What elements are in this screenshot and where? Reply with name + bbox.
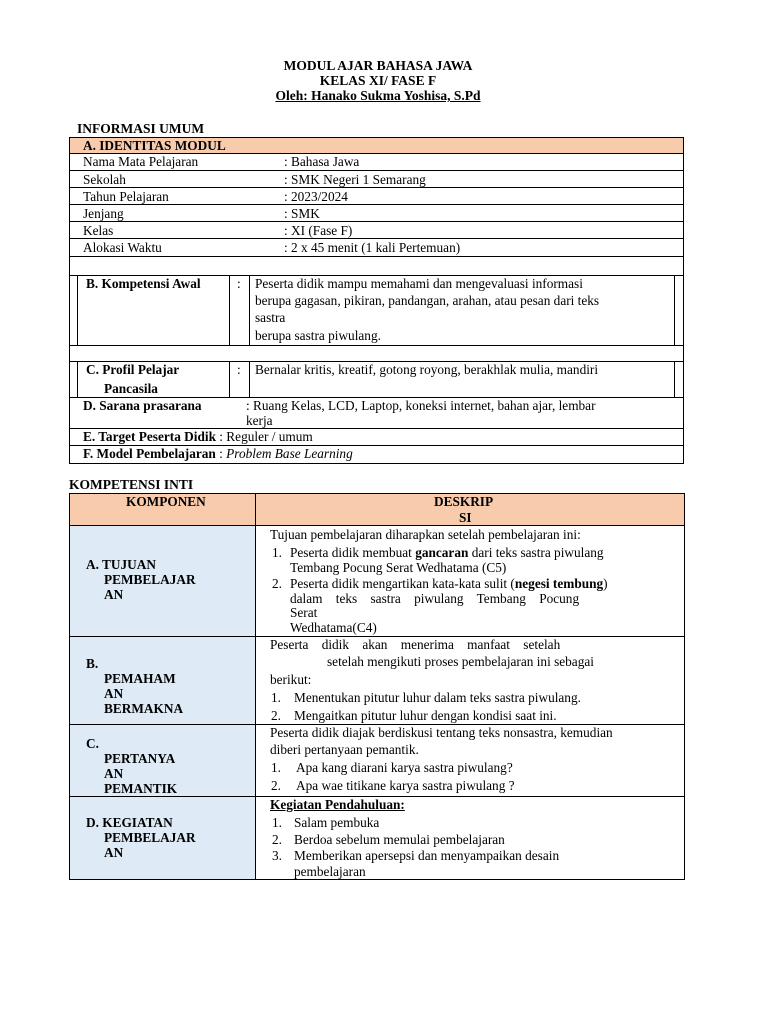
list-num: 1.: [271, 690, 281, 705]
pemahaman-item-1: Menentukan pitutur luhur dalam teks sastra piwulang.: [294, 690, 581, 705]
row-label: Sekolah: [83, 172, 126, 187]
tujuan-label-2: PEMBELAJAR: [104, 572, 196, 587]
doc-class: KELAS XI/ FASE F: [319, 73, 437, 88]
divider: [249, 361, 250, 398]
sarana-value: : Ruang Kelas, LCD, Laptop, koneksi internet, bahan ajar, lembar: [246, 398, 596, 413]
tujuan-intro: Tujuan pembelajaran diharapkan setelah pembelajaran ini:: [270, 527, 581, 542]
row-value: : SMK Negeri 1 Semarang: [284, 172, 426, 187]
divider: [683, 346, 684, 362]
list-num: 1.: [272, 545, 282, 560]
row-value: : XI (Fase F): [284, 223, 353, 238]
tujuan-item-2d: Wedhatama(C4): [290, 620, 377, 635]
text-bold: negesi tembung: [514, 576, 604, 591]
tujuan-item-2c: Serat: [290, 605, 318, 620]
target-label: E. Target Peserta Didik: [83, 429, 216, 444]
section-kompetensi-inti: KOMPETENSI INTI: [69, 477, 194, 492]
col-komponen: KOMPONEN: [126, 494, 206, 509]
colon: :: [237, 276, 241, 291]
text: Peserta didik membuat: [290, 545, 416, 560]
kegiatan-label: D. KEGIATAN: [86, 815, 173, 830]
list-num: 2.: [271, 778, 281, 793]
pertanyaan-label-3: AN: [104, 766, 124, 781]
target-row: [83, 428, 313, 445]
kompetensi-awal-label: B. Kompetensi Awal: [86, 276, 201, 291]
divider: [229, 361, 230, 398]
profil-label-2: Pancasila: [104, 381, 158, 396]
tujuan-label-3: AN: [104, 587, 124, 602]
profil-label: C. Profil Pelajar: [86, 362, 180, 377]
pertanyaan-item-2: Apa wae titikane karya sastra piwulang ?: [296, 778, 515, 793]
row-value: : Bahasa Jawa: [284, 154, 360, 169]
kegiatan-item-3: Memberikan apersepsi dan menyampaikan desain: [294, 848, 560, 863]
text: Peserta didik mengartikan kata-kata sulit (: [290, 576, 515, 591]
pertanyaan-label-2: PERTANYA: [104, 751, 176, 766]
row-label: Alokasi Waktu: [83, 240, 162, 255]
author-text: Oleh: Hanako Sukma Yoshisa, S.Pd: [275, 88, 481, 103]
row-label: Tahun Pelajaran: [83, 189, 169, 204]
row-label: Jenjang: [83, 206, 124, 221]
pemahaman-label: B.: [86, 656, 99, 671]
text-bold: gancaran: [415, 545, 469, 560]
list-num: 2.: [272, 832, 282, 847]
kompetensi-awal-line: berupa gagasan, pikiran, pandangan, arahan, atau pesan dari teks: [255, 293, 600, 308]
list-num: 3.: [272, 848, 282, 863]
kegiatan-label-2: PEMBELAJAR: [104, 830, 196, 845]
profil-value: Bernalar kritis, kreatif, gotong royong, berakhlak mulia, mandiri: [255, 362, 599, 377]
divider: [229, 275, 230, 346]
pemahaman-item-2: Mengaitkan pitutur luhur dengan kondisi saat ini.: [294, 708, 557, 723]
pertanyaan-label: C.: [86, 736, 99, 751]
kegiatan-item-2: Berdoa sebelum memulai pembelajaran: [294, 832, 505, 847]
pemahaman-line: berikut:: [270, 672, 312, 687]
divider: [69, 256, 684, 257]
sarana-label: D. Sarana prasarana: [83, 398, 202, 413]
list-num: 1.: [271, 760, 281, 775]
divider: [249, 275, 250, 346]
target-value: : Reguler / umum: [215, 429, 313, 444]
identitas-header: A. IDENTITAS MODUL: [83, 138, 226, 153]
model-sep: :: [215, 446, 227, 461]
kompetensi-awal-line: berupa sastra piwulang.: [255, 328, 381, 343]
divider: [255, 493, 256, 880]
kompetensi-awal-line: Peserta didik mampu memahami dan mengevaluasi informasi: [255, 276, 583, 291]
colon: :: [237, 362, 241, 377]
col-deskripsi: DESKRIP: [434, 494, 494, 509]
kegiatan-label-3: AN: [104, 845, 124, 860]
divider: [674, 275, 675, 346]
kegiatan-item-1: Salam pembuka: [294, 815, 380, 830]
section-informasi-umum: INFORMASI UMUM: [77, 121, 205, 136]
model-label: F. Model Pembelajaran: [83, 446, 216, 461]
pemahaman-label-3: AN: [104, 686, 124, 701]
kompetensi-awal-line: sastra: [255, 310, 286, 325]
tujuan-item-1b: Tembang Pocung Serat Wedhatama (C5): [290, 560, 507, 575]
list-num: 2.: [272, 576, 282, 591]
text: dari teks sastra piwulang: [468, 545, 604, 560]
pertanyaan-line: Peserta didik diajak berdiskusi tentang teks nonsastra, kemudian: [270, 725, 613, 740]
row-label: Kelas: [83, 223, 114, 238]
kegiatan-item-3b: pembelajaran: [294, 864, 366, 879]
divider: [674, 361, 675, 398]
divider: [69, 346, 70, 362]
row-value: : SMK: [284, 206, 320, 221]
text: ): [603, 576, 608, 591]
row-value: : 2023/2024: [284, 189, 348, 204]
model-row: [83, 445, 353, 462]
pertanyaan-label-4: PEMANTIK: [104, 781, 178, 796]
tujuan-item-2b: dalam teks sastra piwulang Tembang Pocung: [290, 591, 580, 606]
col-deskripsi-2: SI: [459, 510, 472, 525]
list-num: 1.: [272, 815, 282, 830]
pertanyaan-line: diberi pertanyaan pemantik.: [270, 742, 419, 757]
doc-author: [0, 88, 756, 104]
doc-title: MODUL AJAR BAHASA JAWA: [283, 58, 473, 73]
list-num: 2.: [271, 708, 281, 723]
model-value: Problem Base Learning: [226, 446, 353, 461]
divider: [69, 221, 684, 222]
sarana-value-2: kerja: [246, 413, 273, 428]
pertanyaan-item-1: Apa kang diarani karya sastra piwulang?: [296, 760, 513, 775]
pemahaman-line: setelah mengikuti proses pembelajaran ini sebagai: [327, 654, 594, 669]
pemahaman-label-4: BERMAKNA: [104, 701, 184, 716]
divider: [77, 275, 78, 346]
pemahaman-line: Peserta didik akan menerima manfaat setelah: [270, 637, 561, 652]
divider: [77, 361, 78, 398]
row-label: Nama Mata Pelajaran: [83, 154, 199, 169]
pemahaman-label-2: PEMAHAM: [104, 671, 176, 686]
tujuan-label: A. TUJUAN: [86, 557, 156, 572]
kegiatan-heading: Kegiatan Pendahuluan:: [270, 797, 405, 812]
row-value: : 2 x 45 menit (1 kali Pertemuan): [284, 240, 461, 255]
